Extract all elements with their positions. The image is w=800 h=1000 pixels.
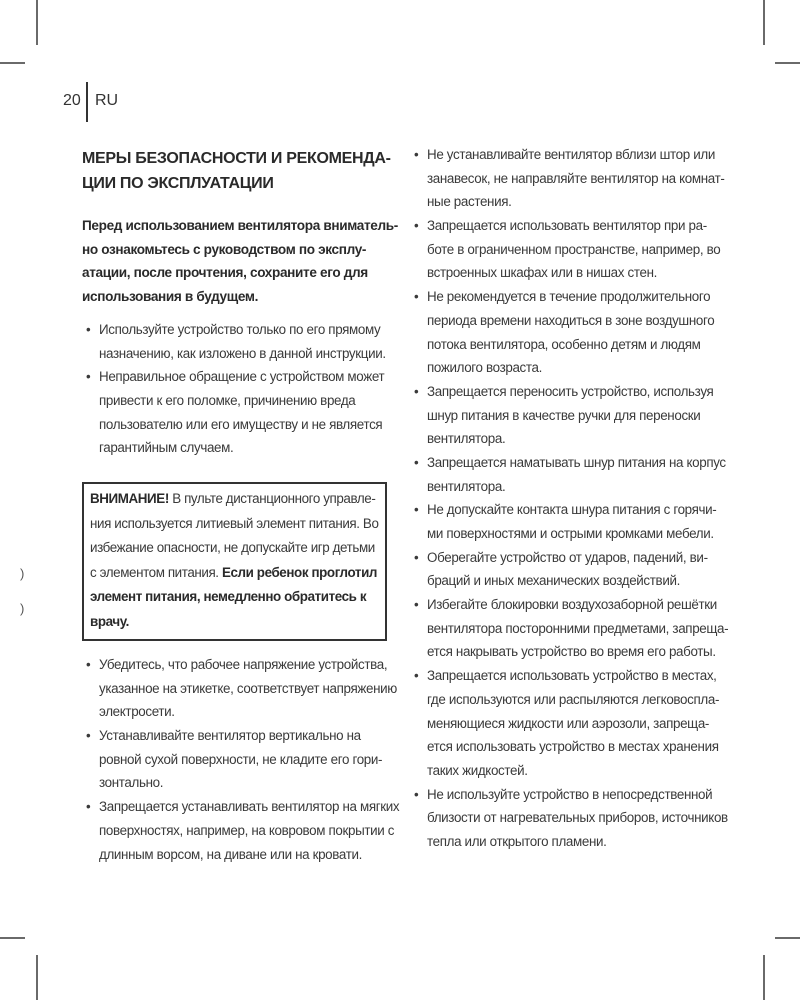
list-item-line: Избегайте блокировки воздухозаборной решётки (427, 597, 717, 613)
warning-segment: избежание опасности, не допускайте игр детьми (90, 540, 375, 555)
list-item-line: указанное на этикетке, соответствует напряжению (99, 680, 397, 696)
bullet-icon: • (414, 668, 419, 684)
warning-line (90, 487, 379, 512)
header-divider (86, 82, 88, 122)
list-item-line: ми поверхностями и острыми кромками мебели. (427, 526, 714, 541)
list-item-line: Устанавливайте вентилятор вертикально на (99, 728, 361, 744)
list-item (86, 318, 386, 365)
margin-fragment: ) (20, 566, 25, 581)
list-item (414, 380, 728, 451)
list-item-line: Не рекомендуется в течение продолжительного (427, 289, 711, 305)
list-item (414, 285, 728, 380)
list-item-line: ется использовать устройство в местах хранения (427, 739, 719, 755)
bullet-icon: • (414, 597, 419, 613)
list-item-line: Запрещается переносить устройство, используя (427, 383, 714, 399)
bullet-icon: • (414, 147, 419, 162)
list-item-line: вентилятора. (427, 431, 506, 447)
intro-line: использования в будущем. (82, 289, 259, 305)
warning-segment: элемент питания, немедленно обратитесь к (90, 589, 367, 604)
warning-line (90, 610, 379, 635)
list-item-line: меняющиеся жидкости или аэрозоли, запреща- (427, 715, 710, 731)
bullet-icon: • (414, 549, 419, 565)
title-line: МЕРЫ БЕЗОПАСНОСТИ И РЕКОМЕНДА- (82, 150, 391, 167)
list-item-line: браций и иных механических воздействий. (427, 573, 680, 589)
list-item-line: привести к его поломке, причинению вреда (99, 393, 356, 409)
list-item-line: Запрещается наматывать шнур питания на корпус (427, 454, 726, 470)
list-item-line: Не допускайте контакта шнура питания с горячи- (427, 502, 717, 518)
bullet-icon: • (414, 786, 419, 802)
list-item (86, 724, 399, 795)
list-item-line: электросети. (99, 704, 175, 720)
list-item-line: зонтально. (99, 775, 164, 791)
list-item (414, 143, 728, 214)
bullet-icon: • (414, 502, 419, 518)
crop-mark (775, 937, 800, 939)
warning-label: ВНИМАНИЕ! (90, 491, 169, 506)
list-item-line: пожилого возраста. (427, 360, 542, 376)
list-item (414, 783, 728, 854)
list-item (86, 365, 386, 460)
warning-line (90, 585, 379, 610)
crop-mark (775, 62, 800, 64)
list-item-line: поверхностях, например, на ковровом покрытии с (99, 822, 395, 838)
list-item (414, 214, 728, 285)
warning-box (82, 482, 387, 641)
language-code: RU (95, 92, 119, 109)
warning-line (90, 536, 379, 561)
list-item-line: длинным ворсом, на диване или на кровати. (99, 846, 362, 862)
list-item (414, 451, 728, 498)
list-item-line: ется накрывать устройство во время его работы. (427, 644, 716, 660)
list-item (414, 593, 728, 664)
list-item (414, 664, 728, 782)
intro-line: атации, после прочтения, сохраните его для (82, 265, 368, 281)
list-item-line: Не устанавливайте вентилятор вблизи штор или (427, 147, 715, 162)
crop-mark (36, 0, 38, 45)
bullet-icon: • (414, 218, 419, 234)
list-item-line: назначению, как изложено в данной инструкции. (99, 345, 386, 361)
list-item (86, 795, 399, 866)
list-item-line: Не используйте устройство в непосредственной (427, 786, 713, 802)
list-item-line: тепла или открытого пламени. (427, 833, 607, 849)
list-item-line: Используйте устройство только по его прямому (99, 322, 381, 337)
crop-mark (0, 937, 25, 939)
warning-segment: ния используется литиевый элемент питания. Во (90, 515, 379, 531)
list-item-line: гарантийным случаем. (99, 440, 234, 456)
bullet-icon: • (414, 289, 419, 305)
list-item (86, 653, 399, 724)
list-item-line: ровной сухой поверхности, не кладите его гори- (99, 751, 383, 767)
list-item-line: где используются или распыляются легковоспла- (427, 691, 720, 707)
list-item-line: вентилятора посторонними предметами, запреща- (427, 620, 729, 636)
bullet-icon: • (86, 728, 91, 744)
list-item-line: ные растения. (427, 194, 512, 210)
bullet-list-right (414, 143, 728, 854)
warning-text (90, 487, 379, 634)
intro-line: но ознакомьтесь с руководством по эксплу- (82, 241, 367, 257)
warning-segment: врачу. (90, 613, 129, 629)
list-item (414, 498, 728, 545)
bullet-list-left-top (86, 318, 386, 460)
margin-fragment: ) (20, 601, 25, 616)
crop-mark (36, 955, 38, 1000)
list-item-line: таких жидкостей. (427, 762, 528, 778)
list-item-line: Убедитесь, что рабочее напряжение устройства, (99, 657, 388, 672)
list-item-line: Оберегайте устройство от ударов, падений, ви- (427, 549, 708, 565)
list-item-line: Неправильное обращение с устройством может (99, 369, 385, 385)
list-item (414, 546, 728, 593)
list-item-line: Запрещается использовать вентилятор при ра- (427, 218, 707, 234)
list-item-line: Запрещается использовать устройство в местах, (427, 668, 717, 684)
warning-segment: В пульте дистанционного управле- (168, 491, 376, 506)
intro-line: Перед использованием вентилятора вниматель- (82, 218, 398, 233)
bullet-icon: • (86, 369, 91, 385)
bullet-list-left-bottom (86, 653, 399, 866)
bullet-icon: • (414, 383, 419, 399)
list-item-line: боте в ограниченном пространстве, например, во (427, 241, 721, 257)
list-item-line: шнур питания в качестве ручки для переноски (427, 407, 701, 423)
list-item-line: периода времени находиться в зоне воздушного (427, 312, 715, 328)
crop-mark (0, 62, 25, 64)
intro-paragraph (82, 214, 398, 309)
warning-segment: с элементом питания. (90, 564, 222, 580)
section-title (82, 146, 391, 196)
warning-line (90, 512, 379, 537)
page-number: 20 (63, 92, 81, 109)
bullet-icon: • (414, 454, 419, 470)
warning-segment: Если ребенок проглотил (221, 564, 378, 580)
bullet-icon: • (86, 799, 91, 815)
list-item-line: встроенных шкафах или в нишах стен. (427, 265, 657, 281)
list-item-line: близости от нагревательных приборов, источников (427, 810, 728, 826)
bullet-icon: • (86, 322, 91, 337)
list-item-line: потока вентилятора, особенно детям и людям (427, 336, 701, 352)
list-item-line: пользователю или его имуществу и не является (99, 416, 383, 432)
title-line: ЦИИ ПО ЭКСПЛУАТАЦИИ (82, 175, 274, 192)
list-item-line: вентилятора. (427, 478, 506, 494)
bullet-icon: • (86, 657, 91, 672)
crop-mark (763, 955, 765, 1000)
warning-line (90, 561, 379, 586)
crop-mark (763, 0, 765, 45)
list-item-line: Запрещается устанавливать вентилятор на мягких (99, 799, 400, 815)
list-item-line: занавесок, не направляйте вентилятор на комнат- (427, 170, 725, 186)
